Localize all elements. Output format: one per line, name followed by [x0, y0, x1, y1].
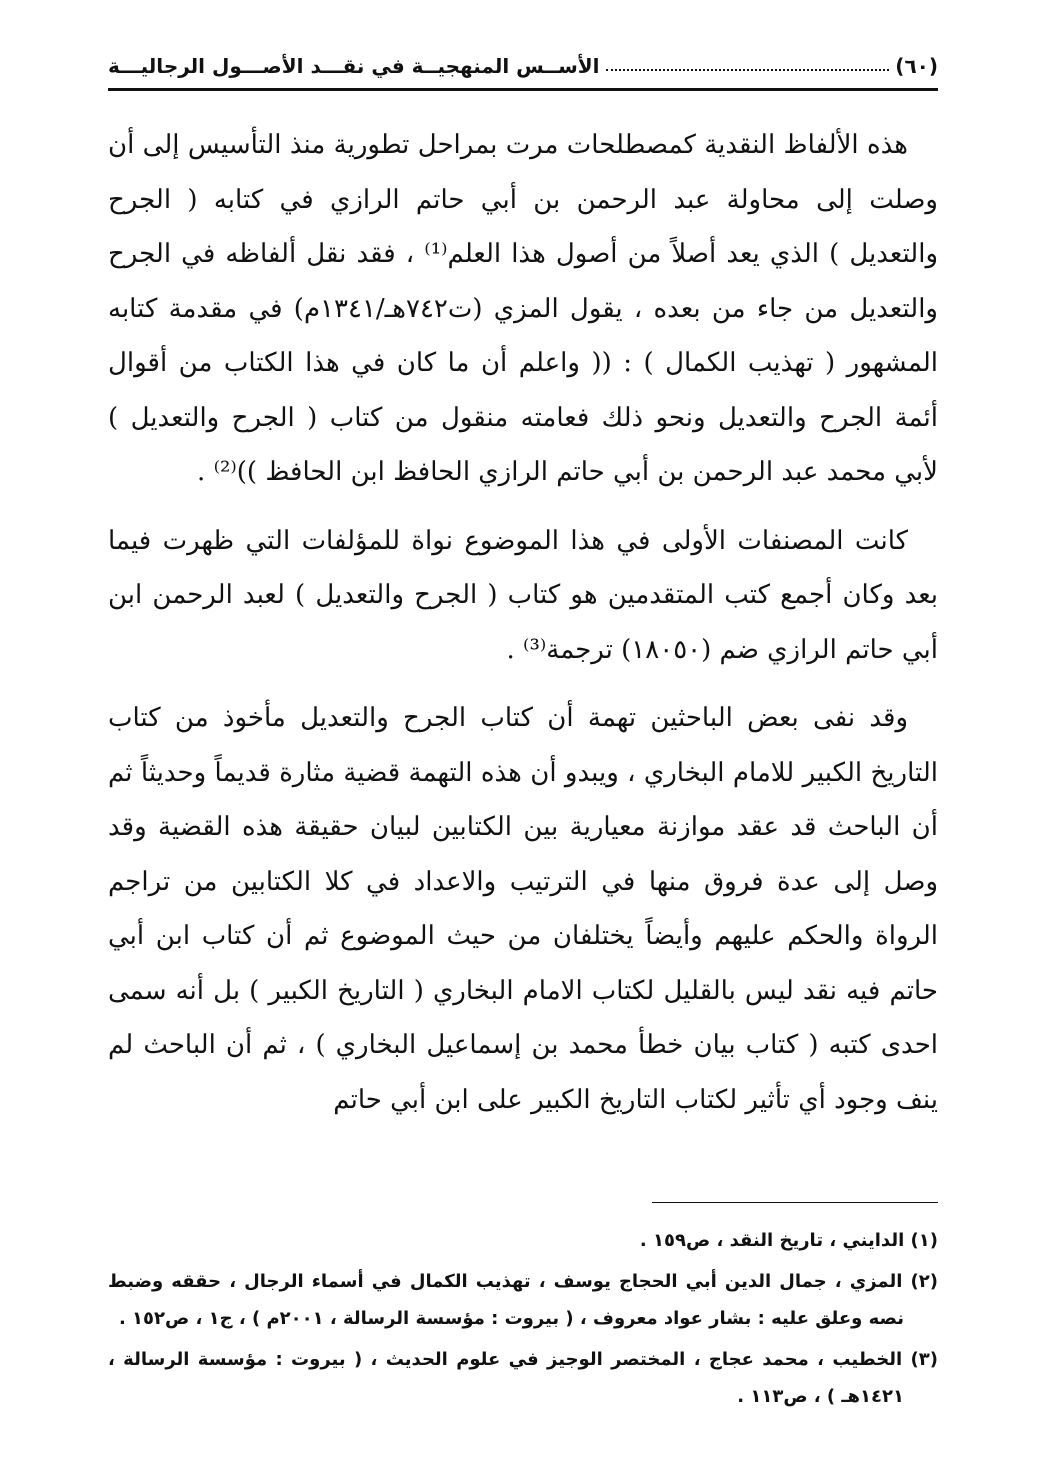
- running-header: [108, 46, 938, 86]
- footnote: (١) الدايني ، تاريخ النقد ، ص١٥٩ .: [639, 1230, 938, 1251]
- running-title: الأســس المنهجيــة في نقـــد الأصـــول الرجاليـــة: [108, 54, 600, 78]
- main-text: [108, 118, 938, 1141]
- paragraph: كانت المصنفات الأولى في هذا الموضوع نواة للمؤلفات التي ظهرت فيما بعد وكان أجمع كتب المتقدمين هو كتاب ( الجرح والتعديل ) لعبد الرحمن ابن أبي حاتم الرازي ضم (١٨٠٥٠) ترجمة⁽³⁾ .: [108, 525, 938, 665]
- footnote: (٢) المزي ، جمال الدين أبي الحجاج يوسف ، تهذيب الكمال في أسماء الرجال ، حققه وضبط نصه وعلق عليه : بشار عواد معروف ، ( بيروت : مؤسسة الرسالة ، ٢٠٠١م ) ، ج١ ، ص١٥٢ .: [108, 1271, 938, 1329]
- footnote: (٣) الخطيب ، محمد عجاج ، المختصر الوجيز في علوم الحديث ، ( بيروت : مؤسسة الرسالة ، ١٤٢١هـ ) ، ص١١٣ .: [108, 1349, 938, 1407]
- footnotes: [108, 1222, 938, 1419]
- paragraph: وقد نفى بعض الباحثين تهمة أن كتاب الجرح والتعديل مأخوذ من كتاب التاريخ الكبير للامام البخاري ، ويبدو أن هذه التهمة قضية مثارة قديماً وحديثاً ثم أن الباحث قد عقد موازنة معيارية بين الكتابين لبيان حقيقة هذه القضية وقد وصل إلى عدة فروق منها في الترتيب والاعداد في كلا الكتابين من تراجم الرواة والحكم عليهم وأيضاً يختلفان من حيث الموضوع ثم أن كتاب ابن أبي حاتم فيه نقد ليس بالقليل لكتاب الامام البخاري ( التاريخ الكبير ) بل أنه سمى احدى كتبه ( كتاب بيان خطأ محمد بن إسماعيل البخاري ) ، ثم أن الباحث لم ينف وجود أي تأثير لكتاب التاريخ الكبير على ابن أبي حاتم: [108, 703, 938, 1115]
- page-number: (٦٠): [895, 54, 938, 78]
- header-rule: [108, 88, 938, 91]
- dotted-leader: [606, 69, 890, 71]
- footnote-separator: [652, 1202, 938, 1203]
- paragraph: هذه الألفاظ النقدية كمصطلحات مرت بمراحل تطورية منذ التأسيس إلى أن وصلت إلى محاولة عبد الرحمن بن أبي حاتم الرازي في كتابه ( الجرح والتعديل ) الذي يعد أصلاً من أصول هذا العلم⁽¹⁾ ، فقد نقل ألفاظه في الجرح والتعديل من جاء من بعده ، يقول المزي (ت٧٤٢هـ/١٣٤١م) في مقدمة كتابه المشهور ( تهذيب الكمال ) : (( واعلم أن ما كان في هذا الكتاب من أقوال أئمة الجرح والتعديل ونحو ذلك فعامته منقول من كتاب ( الجرح والتعديل ) لأبي محمد عبد الرحمن بن أبي حاتم الرازي الحافظ ابن الحافظ ))⁽²⁾ .: [108, 130, 939, 487]
